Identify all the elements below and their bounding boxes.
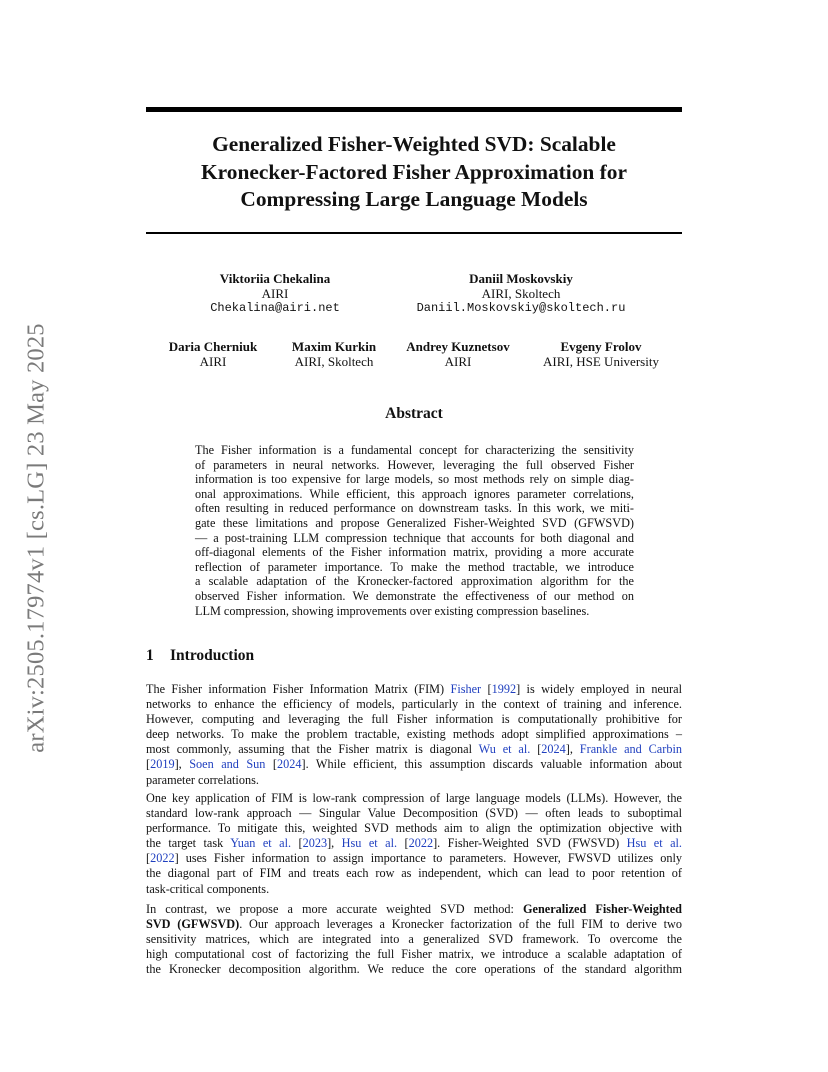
- citation-link[interactable]: 2022: [150, 851, 175, 866]
- citation-link[interactable]: 2024: [541, 742, 566, 757]
- paragraph-line: the Kronecker decomposition algorithm. We reduce the core operations of the standard algorithm: [146, 962, 682, 977]
- abstract-line: observed Fisher information. We demonstrate the effectiveness of our method on: [195, 588, 634, 603]
- abstract-heading: Abstract: [385, 405, 443, 422]
- paragraph-line: networks to enhance the efficiency of models, particularly in the context of training and inference.: [146, 697, 682, 712]
- author-email[interactable]: Daniil.Moskovskiy@skoltech.ru: [416, 301, 626, 315]
- arxiv-identifier-stamp: [22, 296, 52, 780]
- title-line: Generalized Fisher-Weighted SVD: Scalable: [212, 132, 616, 156]
- abstract-line: — a post-training LLM compression technique that accounts for both diagonal and: [195, 530, 634, 545]
- paragraph-line: high computational cost of factorizing the full Fisher matrix, we introduce a scalable adaptation of: [146, 947, 682, 962]
- paragraph-line: deep networks. To make the problem tractable, existing methods adopt simplified approximations –: [146, 727, 682, 742]
- paragraph-line: standard low-rank approach — Singular Value Decomposition (SVD) — often leads to suboptimal: [146, 806, 682, 821]
- abstract-line: gate these limitations and propose Generalized Fisher-Weighted SVD (GFWSVD): [195, 515, 634, 530]
- paragraph-line: In contrast, we propose a more accurate weighted SVD method: Generalized Fisher-Weighted: [146, 902, 682, 916]
- author-affiliation: AIRI: [199, 354, 227, 369]
- author-block: [158, 339, 268, 369]
- title-line: Kronecker-Factored Fisher Approximation for: [201, 159, 627, 184]
- author-block: [536, 339, 666, 369]
- paragraph-line: [2022] uses Fisher information to assign importance to parameters. However, FWSVD utilizes only: [146, 851, 682, 866]
- paragraph-line: SVD (GFWSVD). Our approach leverages a Kronecker factorization of the full FIM to derive two: [146, 917, 682, 932]
- abstract-line: The Fisher information is a fundamental concept for characterizing the sensitivity: [195, 443, 634, 457]
- section-title: Introduction: [170, 647, 255, 664]
- author-affiliation: AIRI, Skoltech: [294, 354, 374, 369]
- author-affiliation: AIRI, Skoltech: [481, 286, 561, 301]
- title-line: Compressing Large Language Models: [240, 187, 588, 211]
- abstract-line: a scalable adaptation of the Kronecker-factored approximation algorithm for the: [195, 574, 634, 589]
- author-affiliation: AIRI, HSE University: [543, 354, 659, 369]
- method-name-bold: Generalized Fisher-Weighted: [522, 902, 682, 916]
- section-heading-introduction: [146, 647, 254, 665]
- author-affiliation: AIRI: [261, 286, 289, 301]
- abstract-line: of parameters in neural networks. However, leveraging the full observed Fisher: [195, 457, 634, 472]
- citation-link[interactable]: 2019: [150, 757, 175, 772]
- paragraph-line: [2019], Soen and Sun [2024]. While efficient, this assumption discards valuable information about: [146, 757, 682, 772]
- citation-link[interactable]: Frankle and Carbin: [579, 742, 682, 757]
- paragraph-1: [146, 682, 682, 788]
- abstract-line: information is too expensive for large models, so most methods rely on simple diag-: [195, 472, 634, 487]
- author-email[interactable]: Chekalina@airi.net: [210, 301, 340, 315]
- author-name: Daniil Moskovskiy: [469, 271, 573, 286]
- citation-link[interactable]: Wu et al.: [478, 742, 531, 757]
- author-block: [400, 339, 516, 369]
- author-name: Daria Cherniuk: [168, 339, 258, 354]
- citation-link[interactable]: 2024: [276, 757, 302, 772]
- citation-link[interactable]: 1992: [491, 682, 517, 696]
- paragraph-line: performance. To mitigate this, weighted SVD methods aim to align the optimization objective with: [146, 821, 682, 836]
- author-block: [406, 271, 636, 316]
- paragraph-line: parameter correlations.: [146, 772, 259, 787]
- title-bottom-rule: [146, 232, 682, 234]
- author-name: Viktoriia Chekalina: [219, 271, 331, 286]
- paper-title: [146, 131, 682, 214]
- paragraph-line: task-critical components.: [146, 881, 270, 896]
- paragraph-line: One key application of FIM is low-rank compression of large language models (LLMs). However, the: [146, 791, 682, 805]
- abstract-line: reflection of parameter importance. To make the method tractable, we introduce: [195, 559, 634, 574]
- paragraph-line: sensitivity matrices, which are integrated into a generalized SVD framework. To overcome the: [146, 932, 682, 947]
- author-block: [282, 339, 386, 369]
- paragraph-line: the target task Yuan et al. [2023], Hsu et al. [2022]. Fisher-Weighted SVD (FWSVD) Hsu et al.: [146, 836, 682, 851]
- method-name-bold: SVD (GFWSVD): [146, 917, 240, 932]
- abstract-line: LLM compression, showing improvements over existing compression baselines.: [195, 603, 590, 618]
- author-block: [205, 271, 345, 316]
- paragraph-line: the diagonal part of FIM and treats each row as independent, which can lead to poor retention of: [146, 866, 682, 881]
- paragraph-3: [146, 902, 682, 977]
- paragraph-line: However, computing and leveraging the full Fisher information is computationally prohibitive for: [146, 712, 682, 727]
- abstract-body: [195, 443, 634, 618]
- abstract-line: off-diagonal elements of the Fisher information matrix, providing a more accurate: [195, 545, 634, 560]
- author-name: Evgeny Frolov: [560, 339, 642, 354]
- citation-link[interactable]: Fisher: [450, 682, 482, 696]
- citation-link[interactable]: 2022: [408, 836, 434, 851]
- abstract-line: often resulting in reduced performance on downstream tasks. In this work, we miti-: [195, 501, 634, 516]
- abstract-line: onal approximations. While efficient, this approach ignores parameter correlations,: [195, 486, 634, 501]
- arxiv-identifier-text: arXiv:2505.17974v1 [cs.LG] 23 May 2025: [23, 323, 51, 753]
- citation-link[interactable]: Hsu et al.: [626, 836, 682, 851]
- paragraph-line: most commonly, assuming that the Fisher matrix is diagonal Wu et al. [2024], Frankle and Carbin: [146, 742, 682, 757]
- citation-link[interactable]: 2023: [302, 836, 328, 851]
- paragraph-line: The Fisher information Fisher Information Matrix (FIM) Fisher [1992] is widely employed in neural: [146, 682, 682, 696]
- author-name: Andrey Kuznetsov: [406, 339, 510, 354]
- author-name: Maxim Kurkin: [291, 339, 377, 354]
- citation-link[interactable]: Hsu et al.: [341, 836, 398, 851]
- title-top-rule: [146, 107, 682, 112]
- section-number: 1: [146, 647, 154, 664]
- paragraph-2: [146, 791, 682, 897]
- citation-link[interactable]: Soen and Sun: [189, 757, 266, 772]
- citation-link[interactable]: Yuan et al.: [230, 836, 292, 851]
- author-affiliation: AIRI: [444, 354, 472, 369]
